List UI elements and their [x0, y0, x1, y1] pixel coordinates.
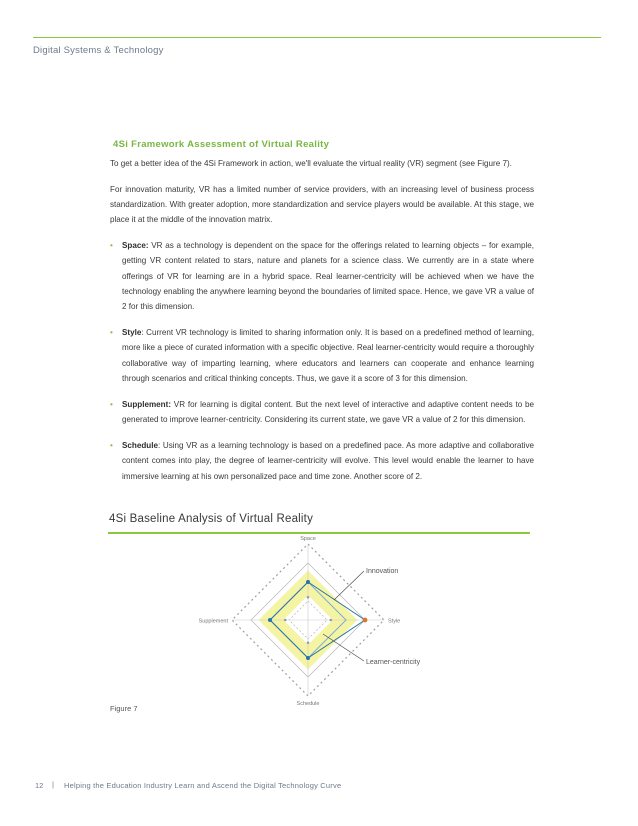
header-rule: [33, 37, 601, 38]
list-item-space: [110, 238, 534, 314]
bullet-icon: •: [110, 328, 113, 338]
footer-title: Helping the Education Industry Learn and Ascend the Digital Technology Curve: [64, 781, 342, 790]
bullet-text: : Using VR as a learning technology is based on a predefined pace. As more adaptive and collaborative content comes into play, the degree of learner-centricity will evolve. This level would enable the learner to have immersive learning at his own personalized pace and time zone. Another score of 2.: [122, 440, 534, 481]
radar-point: [306, 656, 310, 660]
bullet-term: Style: [122, 328, 142, 338]
header-title: Digital Systems & Technology: [33, 45, 164, 56]
annotation-leader: [334, 571, 364, 600]
body-text: [110, 156, 534, 494]
maturity-paragraph: For innovation maturity, VR has a limited number of service providers, with an increasing level of business process standardization. With greater adoption, more standardization and service players would be available. At this stage, we place it at the middle of the innovation matrix.: [110, 184, 534, 225]
radar-point-inner: [307, 596, 310, 599]
list-item-supplement: [110, 397, 534, 428]
radar-chart: [108, 536, 428, 707]
radar-axis-label: Supplement: [198, 618, 228, 625]
intro-paragraph: To get a better idea of the 4Si Framework in action, we'll evaluate the virtual reality (VR) segment (see Figure 7).: [110, 159, 512, 168]
bullet-text: VR for learning is digital content. But the next level of interactive and adaptive content needs to be generated to improve learner-centricity. Considering its current state, we gave VR a value of 2 for this dimension.: [122, 399, 534, 425]
bullet-text: : Current VR technology is limited to sharing information only. It is based on a predefined method of learning, more like a piece of curated information with a specific objective. Real learner-centricity would require a thoroughly collaborative way of imparting learning, where educators and learners can cooperate and enhance learning through scenarios and critical thinking concepts. Thus, we gave it a score of 3 for this dimension.: [122, 328, 534, 384]
radar-point-inner: [330, 619, 333, 622]
bullet-term: Space:: [122, 241, 149, 251]
radar-point-style: [363, 618, 368, 623]
radar-point-inner: [307, 642, 310, 645]
footer-separator: |: [52, 780, 54, 789]
radar-point: [306, 580, 310, 584]
bullet-term: Supplement:: [122, 399, 172, 409]
footer-page-number: 12: [35, 781, 44, 790]
chart-rule: [108, 532, 530, 534]
radar-point-inner: [284, 619, 287, 622]
radar-axis-label: Space: [300, 536, 316, 542]
bullet-term: Schedule: [122, 440, 158, 450]
dimension-list: [110, 238, 534, 484]
list-item-style: [110, 325, 534, 386]
radar-axis-label: Schedule: [296, 701, 320, 707]
radar-axis-label: Style: [388, 618, 401, 625]
radar-point: [268, 618, 272, 622]
bullet-icon: •: [110, 399, 113, 409]
chart-title: 4Si Baseline Analysis of Virtual Reality: [109, 513, 314, 525]
section-heading: 4Si Framework Assessment of Virtual Reality: [113, 139, 330, 150]
bullet-icon: •: [110, 440, 113, 450]
bullet-text: VR as a technology is dependent on the space for the offerings related to learning objects – for example, getting VR content related to stars, nature and planets for a science class. We currently are in a state where offerings of VR for learning are in a hybrid space. Real learner-centricity will be achieved when we have the technology enabling the anywhere learning beyond the boundaries of limited space. Hence, we gave VR a value of 2 for this dimension.: [122, 241, 534, 312]
annotation-innovation: Innovation: [366, 568, 399, 575]
bullet-icon: •: [110, 241, 113, 251]
list-item-schedule: [110, 438, 534, 484]
annotation-learner-centricity: Learner-centricity: [366, 659, 421, 666]
figure-label: Figure 7: [110, 704, 138, 713]
